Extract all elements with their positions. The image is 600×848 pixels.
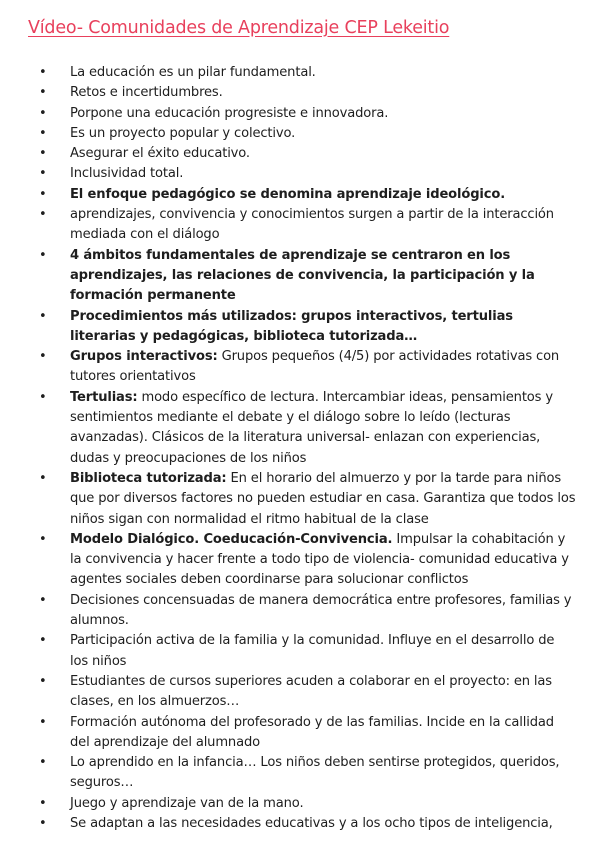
list-item bbox=[0, 185, 600, 205]
bullet-icon: • bbox=[39, 633, 47, 649]
list-item bbox=[0, 713, 600, 754]
bullet-icon: • bbox=[39, 146, 47, 162]
bullet-icon: • bbox=[39, 166, 47, 182]
list-item-text: Grupos pequeños (4/5) por actividades rotativas con tutores orientativos bbox=[70, 349, 560, 385]
list-item-text: Lo aprendido en la infancia… Los niños deben sentirse protegidos, queridos, seguros… bbox=[70, 755, 560, 791]
list-item bbox=[0, 753, 600, 794]
list-item bbox=[0, 164, 600, 184]
bullet-icon: • bbox=[39, 389, 47, 405]
list-item bbox=[0, 814, 600, 834]
list-item bbox=[0, 63, 600, 83]
list-item-text: aprendizajes, convivencia y conocimientos surgen a partir de la interacción mediada con el diálogo bbox=[70, 207, 554, 243]
list-item bbox=[0, 469, 600, 530]
bullet-icon: • bbox=[39, 308, 47, 324]
list-item-heading: Grupos interactivos: bbox=[70, 349, 218, 365]
list-item bbox=[0, 104, 600, 124]
list-item bbox=[0, 205, 600, 246]
list-item bbox=[0, 124, 600, 144]
list-item bbox=[0, 83, 600, 103]
list-item-text: En el horario del almuerzo y por la tarde para niños que por diversos factores no pueden estudiar en casa. Garantiza que todos los niños sigan con normalidad el ritmo habitual de la clase bbox=[70, 470, 576, 527]
bullet-icon: • bbox=[39, 755, 47, 771]
bullet-icon: • bbox=[39, 795, 47, 811]
document-title: Vídeo- Comunidades de Aprendizaje CEP Lekeitio bbox=[28, 18, 450, 38]
bullet-icon: • bbox=[39, 85, 47, 101]
list-item-text: 4 ámbitos fundamentales de aprendizaje se centraron en los aprendizajes, las relaciones de convivencia, la participación y la formación permanente bbox=[70, 247, 535, 304]
bullet-icon: • bbox=[39, 531, 47, 547]
list-item bbox=[0, 591, 600, 632]
list-item-text: El enfoque pedagógico se denomina aprendizaje ideológico. bbox=[70, 186, 506, 202]
bullet-icon: • bbox=[39, 815, 47, 831]
bullet-icon: • bbox=[39, 186, 47, 202]
list-item-heading: Biblioteca tutorizada: bbox=[70, 470, 227, 486]
list-item-text: Juego y aprendizaje van de la mano. bbox=[70, 795, 304, 811]
list-item-text: Impulsar la cohabitación y la convivencia y hacer frente a todo tipo de violencia- comunidad educativa y agentes sociales deben coordinarse para solucionar conflictos bbox=[70, 531, 569, 588]
bullet-icon: • bbox=[39, 349, 47, 365]
list-item-text: Retos e incertidumbres. bbox=[70, 85, 223, 101]
bullet-icon: • bbox=[39, 65, 47, 80]
bullet-icon: • bbox=[39, 470, 47, 486]
bullet-icon: • bbox=[39, 105, 47, 121]
bullet-icon: • bbox=[39, 247, 47, 263]
list-item-text: Estudiantes de cursos superiores acuden a colaborar en el proyecto: en las clases, en los almuerzos… bbox=[70, 673, 552, 710]
list-item-heading: Modelo Dialógico. Coeducación-Convivencia. bbox=[70, 531, 393, 547]
bullet-icon: • bbox=[39, 673, 47, 689]
list-item bbox=[0, 631, 600, 672]
list-item bbox=[0, 388, 600, 469]
list-item bbox=[0, 530, 600, 591]
list-item-text: Es un proyecto popular y colectivo. bbox=[70, 125, 296, 141]
bullet-list bbox=[0, 63, 600, 834]
list-item bbox=[0, 672, 600, 713]
list-item-text: Se adaptan a las necesidades educativas y a los ocho tipos de inteligencia, bbox=[70, 815, 553, 831]
bullet-icon: • bbox=[39, 207, 47, 223]
list-item-text: Procedimientos más utilizados: grupos interactivos, tertulias literarias y pedagógicas, biblioteca tutorizada… bbox=[70, 308, 513, 344]
list-item bbox=[0, 307, 600, 348]
list-item-text: Formación autónoma del profesorado y de las familias. Incide en la callidad del aprendizaje del alumnado bbox=[70, 714, 554, 750]
bullet-icon: • bbox=[39, 125, 47, 141]
list-item-text: Inclusividad total. bbox=[70, 166, 184, 182]
list-item bbox=[0, 144, 600, 164]
bullet-icon: • bbox=[39, 592, 47, 608]
list-item-text: Decisiones concensuadas de manera democrática entre profesores, familias y alumnos. bbox=[70, 592, 572, 629]
bullet-icon: • bbox=[39, 714, 47, 730]
list-item-text: La educación es un pilar fundamental. bbox=[70, 65, 316, 80]
list-item-text: Participación activa de la familia y la comunidad. Influye en el desarrollo de los niños bbox=[70, 633, 555, 669]
list-item-text: modo específico de lectura. Intercambiar ideas, pensamientos y sentimientos mediante el debate y el diálogo sobre lo leído (lecturas avanzadas). Clásicos de la literatura universal- enlazan con experiencias, dudas y preocupaciones de los niños bbox=[70, 389, 553, 466]
list-item bbox=[0, 246, 600, 307]
list-item bbox=[0, 347, 600, 388]
list-item-text: Porpone una educación progresiste e innovadora. bbox=[70, 105, 389, 121]
list-item-heading: Tertulias: bbox=[70, 389, 138, 405]
list-item bbox=[0, 794, 600, 814]
list-item-text: Asegurar el éxito educativo. bbox=[70, 146, 250, 162]
